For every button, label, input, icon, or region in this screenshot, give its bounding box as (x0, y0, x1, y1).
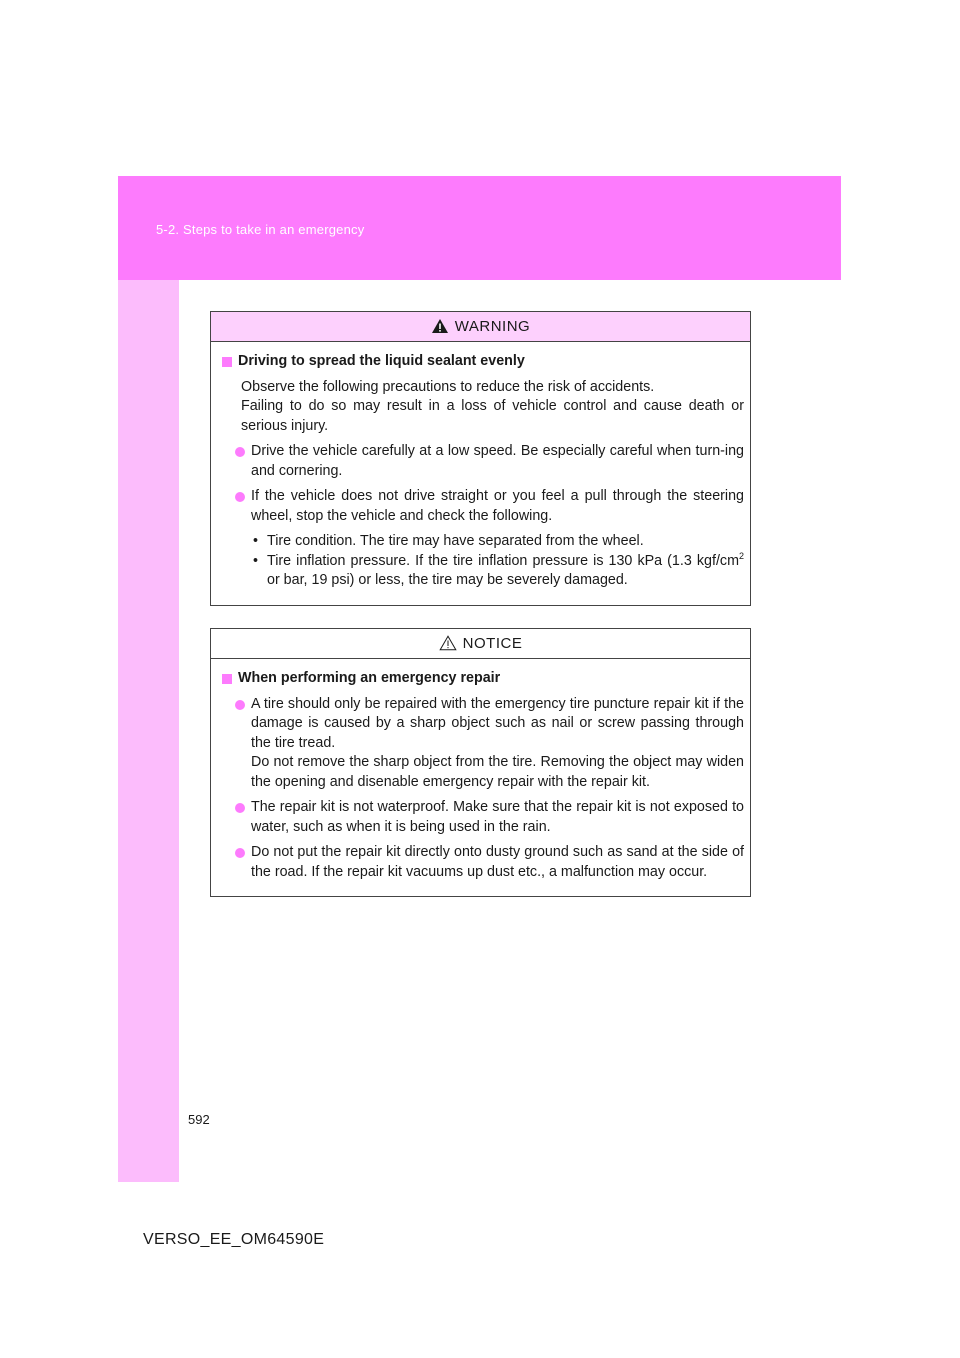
notice-bullet (221, 843, 744, 882)
notice-heading-text: When performing an emergency repair (238, 670, 501, 686)
sub-bullet-mark: • (253, 533, 259, 549)
notice-body (211, 659, 750, 896)
circle-bullet-icon (235, 492, 245, 502)
notice-bullet (221, 798, 744, 837)
notice-bullet-text: Do not put the repair kit directly onto dusty ground such as sand at the side of the road. If the repair kit vacuums up dust etc., a malfunction may occur. (251, 844, 744, 880)
warning-bullet-text: Drive the vehicle carefully at a low speed. Be especially careful when turn-ing and cornering. (251, 443, 744, 479)
warning-heading-text: Driving to spread the liquid sealant evenly (238, 353, 525, 369)
warning-sub-list (221, 532, 744, 591)
square-bullet-icon (222, 357, 232, 367)
page-number: 592 (188, 1112, 210, 1127)
warning-sub-item-text: Tire condition. The tire may have separated from the wheel. (267, 533, 644, 549)
notice-bullet-text: The repair kit is not waterproof. Make sure that the repair kit is not exposed to water, such as when it is being used in the rain. (251, 799, 744, 835)
warning-intro: Observe the following precautions to reduce the risk of accidents. (241, 378, 655, 395)
notice-bullet-text: A tire should only be repaired with the emergency tire puncture repair kit if the damage is caused by a sharp object such as nail or screw passing through the tire tread. Do not remove the sharp object from the tire. Removing the object may widen the opening and disenable emergency repair with the repair kit. (251, 695, 744, 790)
side-strip (118, 280, 179, 1182)
warning-box (210, 311, 751, 606)
circle-bullet-icon (235, 447, 245, 457)
notice-header (211, 629, 750, 659)
warning-bullet (221, 487, 744, 526)
warning-label: WARNING (454, 318, 531, 335)
circle-bullet-icon (235, 803, 245, 813)
warning-sub-item (253, 552, 744, 591)
notice-box (210, 628, 751, 897)
notice-heading (221, 669, 744, 689)
section-title: 5-2. Steps to take in an emergency (156, 222, 365, 237)
notice-bullet (221, 695, 744, 793)
document-code: VERSO_EE_OM64590E (143, 1231, 325, 1248)
warning-bullet-text: If the vehicle does not drive straight or you feel a pull through the steering wheel, stop the vehicle and check the following. (251, 488, 744, 524)
warning-header (211, 312, 750, 342)
warning-sub-item-text: Tire inflation pressure. If the tire inflation pressure is 130 kPa (1.3 kgf/$cm^2$ or bar, 19 psi) or less, the tire may be severely damaged. (267, 550, 744, 588)
sub-bullet-mark: • (253, 552, 259, 569)
square-bullet-icon (222, 674, 232, 684)
warning-bullet (221, 442, 744, 481)
warning-body (211, 342, 750, 605)
caution-triangle-icon (439, 635, 457, 651)
warning-heading (221, 352, 744, 372)
circle-bullet-icon (235, 848, 245, 858)
circle-bullet-icon (235, 700, 245, 710)
warning-sub-item (253, 532, 744, 552)
header-band (118, 176, 841, 280)
notice-label: NOTICE (462, 635, 523, 652)
warning-triangle-icon (431, 318, 449, 334)
warning-intro2: Failing to do so may result in a loss of vehicle control and cause death or serious injury. (241, 398, 744, 434)
